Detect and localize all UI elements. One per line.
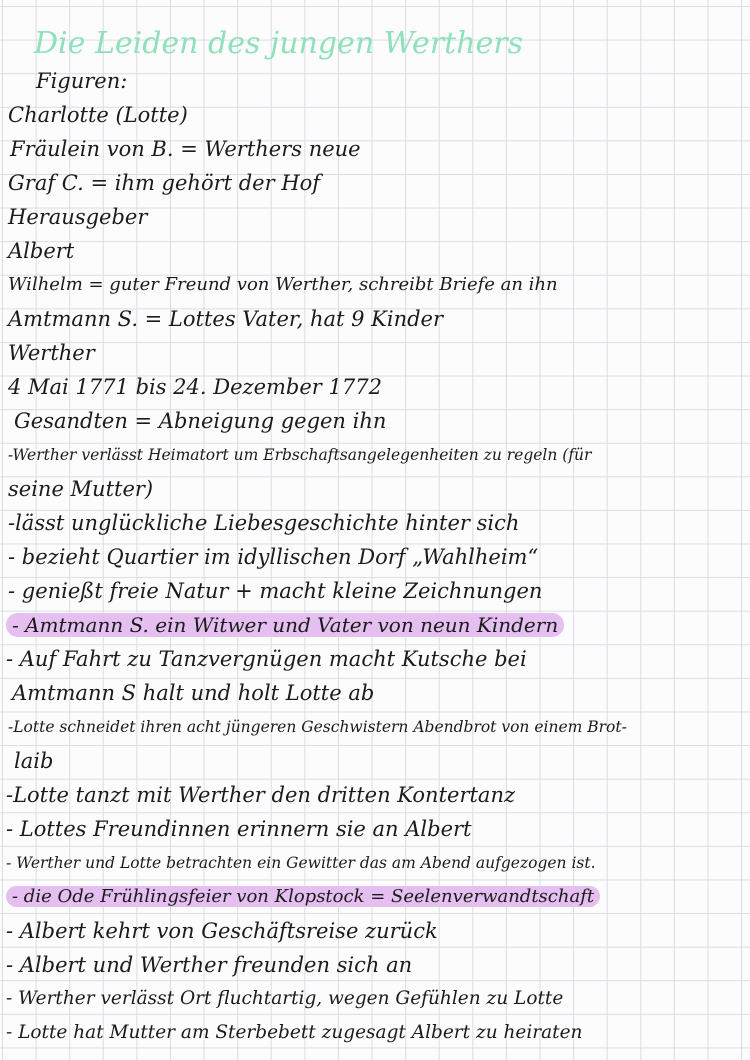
highlighted-note-line: - Amtmann S. ein Witwer und Vater von neun Kindern [6,612,564,638]
note-line: 4 Mai 1771 bis 24. Dezember 1772 [8,375,382,399]
note-line: - genießt freie Natur + macht kleine Zeichnungen [8,579,543,603]
note-line: - Werther und Lotte betrachten ein Gewitter das am Abend aufgezogen ist. [6,854,596,872]
note-line: Wilhelm = guter Freund von Werther, schreibt Briefe an ihn [8,274,558,295]
note-line: Gesandten = Abneigung gegen ihn [14,409,387,433]
note-line: Herausgeber [8,205,148,229]
note-line: Figuren: [36,69,128,93]
note-line: Albert [8,239,75,263]
note-line: Amtmann S halt und holt Lotte ab [12,681,375,705]
note-line: Graf C. = ihm gehört der Hof [8,171,321,195]
note-line: Fräulein von B. = Werthers neue [10,137,361,161]
note-line: - Auf Fahrt zu Tanzvergnügen macht Kutsche bei [6,647,527,671]
page-title: Die Leiden des jungen Werthers [34,26,524,61]
note-line: -Lotte tanzt mit Werther den dritten Kontertanz [6,783,516,807]
note-line: seine Mutter) [8,477,154,501]
highlighted-note-line: - die Ode Frühlingsfeier von Klopstock = Seelenverwandtschaft [6,884,600,910]
note-line: -lässt unglückliche Liebesgeschichte hinter sich [8,511,520,535]
note-line: - bezieht Quartier im idyllischen Dorf „Wahlheim“ [8,545,539,569]
note-line: -Lotte schneidet ihren acht jüngeren Geschwistern Abendbrot von einem Brot- [8,718,627,736]
note-line: Charlotte (Lotte) [8,103,188,127]
note-line: - Lottes Freundinnen erinnern sie an Albert [6,817,472,841]
note-line: - Albert und Werther freunden sich an [6,953,413,977]
note-line: -Werther verlässt Heimatort um Erbschaftsangelegenheiten zu regeln (für [8,446,592,464]
note-line: - Werther verlässt Ort fluchtartig, wegen Gefühlen zu Lotte [6,988,564,1009]
note-line: Werther [8,341,95,365]
note-line: laib [14,749,54,773]
note-line: Amtmann S. = Lottes Vater, hat 9 Kinder [8,307,444,331]
note-line: - Lotte hat Mutter am Sterbebett zugesagt Albert zu heiraten [6,1022,583,1043]
note-line: - Albert kehrt von Geschäftsreise zurück [6,919,438,943]
